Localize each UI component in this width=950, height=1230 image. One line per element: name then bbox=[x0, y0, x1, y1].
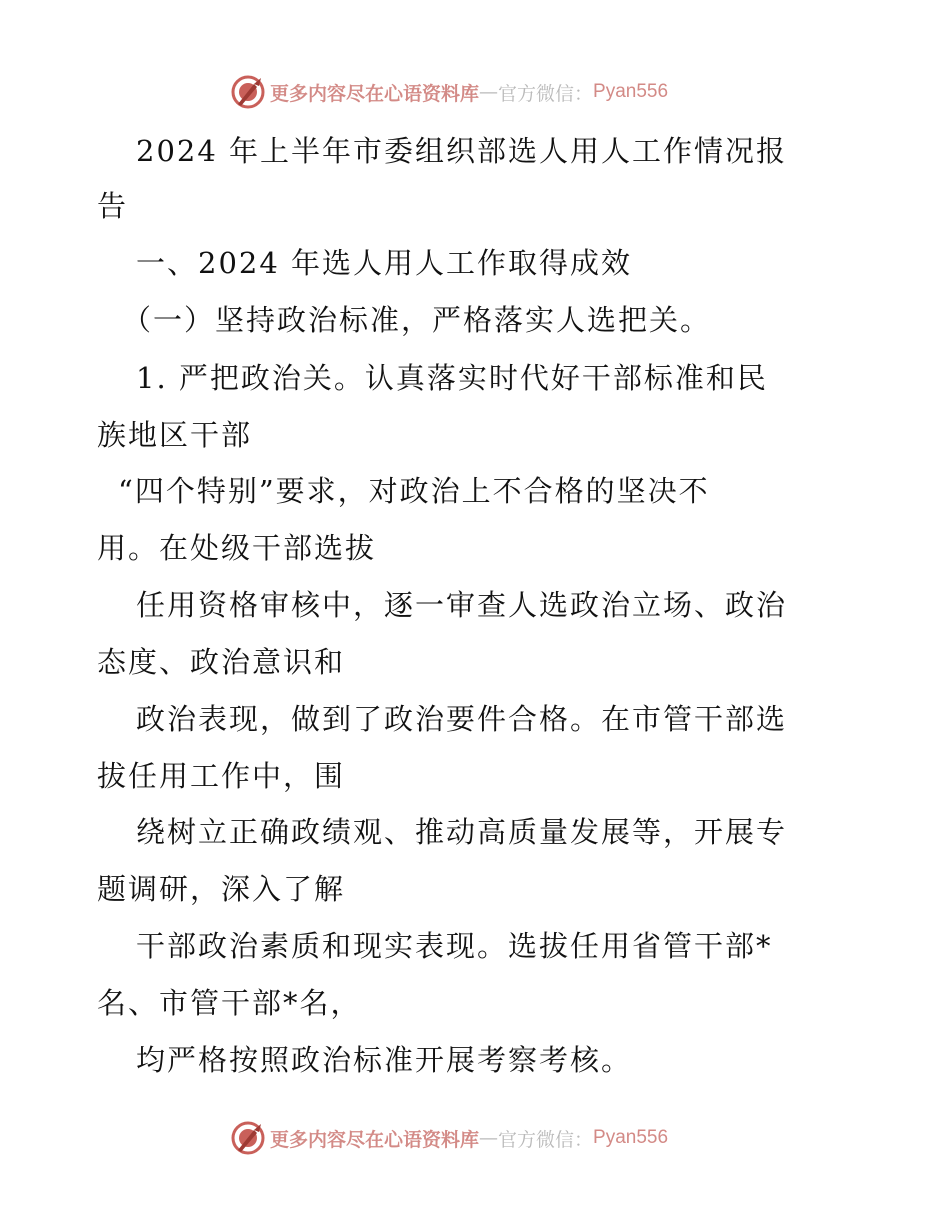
watermark-dash: — bbox=[479, 1127, 499, 1149]
paragraph-line: 族地区干部 bbox=[97, 418, 253, 452]
paragraph-line: 名、市管干部*名， bbox=[97, 986, 362, 1020]
paragraph-line: 1. 严把政治关。认真落实时代好干部标准和民 bbox=[136, 361, 768, 395]
watermark-title: 更多内容尽在心语资料库 bbox=[270, 1128, 480, 1151]
watermark-title: 更多内容尽在心语资料库 bbox=[270, 82, 480, 105]
header-watermark bbox=[230, 72, 710, 112]
watermark-wechat-label: 官方微信： bbox=[498, 1128, 594, 1151]
watermark-wechat-id: Pyan556 bbox=[593, 1127, 669, 1148]
paragraph-line: 政治表现，做到了政治要件合格。在市管干部选 bbox=[136, 702, 788, 736]
document-title-line-2: 告 bbox=[97, 189, 129, 223]
document-title-line-1: 2024 年上半年市委组织部选人用人工作情况报 bbox=[136, 134, 788, 168]
subsection-heading: （一）坚持政治标准，严格落实人选把关。 bbox=[122, 303, 712, 337]
footer-watermark bbox=[230, 1118, 710, 1158]
quill-seal-logo-icon bbox=[230, 74, 266, 110]
paragraph-line: “四个特别”要求，对政治上不合格的坚决不 bbox=[118, 474, 710, 508]
paragraph-line: 态度、政治意识和 bbox=[97, 645, 346, 679]
paragraph-line: 拔任用工作中，围 bbox=[97, 759, 346, 793]
paragraph-line: 绕树立正确政绩观、推动高质量发展等，开展专 bbox=[136, 815, 788, 849]
paragraph-line: 干部政治素质和现实表现。选拔任用省管干部* bbox=[136, 929, 773, 963]
paragraph-line: 任用资格审核中，逐一审查人选政治立场、政治 bbox=[136, 588, 788, 622]
paragraph-line: 题调研，深入了解 bbox=[97, 872, 346, 906]
quill-seal-logo-icon bbox=[230, 1120, 266, 1156]
section-heading: 一、2024 年选人用人工作取得成效 bbox=[136, 246, 633, 280]
watermark-dash: — bbox=[479, 81, 499, 103]
paragraph-line: 用。在处级干部选拔 bbox=[97, 531, 377, 565]
watermark-wechat-id: Pyan556 bbox=[593, 81, 669, 102]
paragraph-line: 均严格按照政治标准开展考察考核。 bbox=[136, 1043, 633, 1077]
watermark-wechat-label: 官方微信： bbox=[498, 82, 594, 105]
